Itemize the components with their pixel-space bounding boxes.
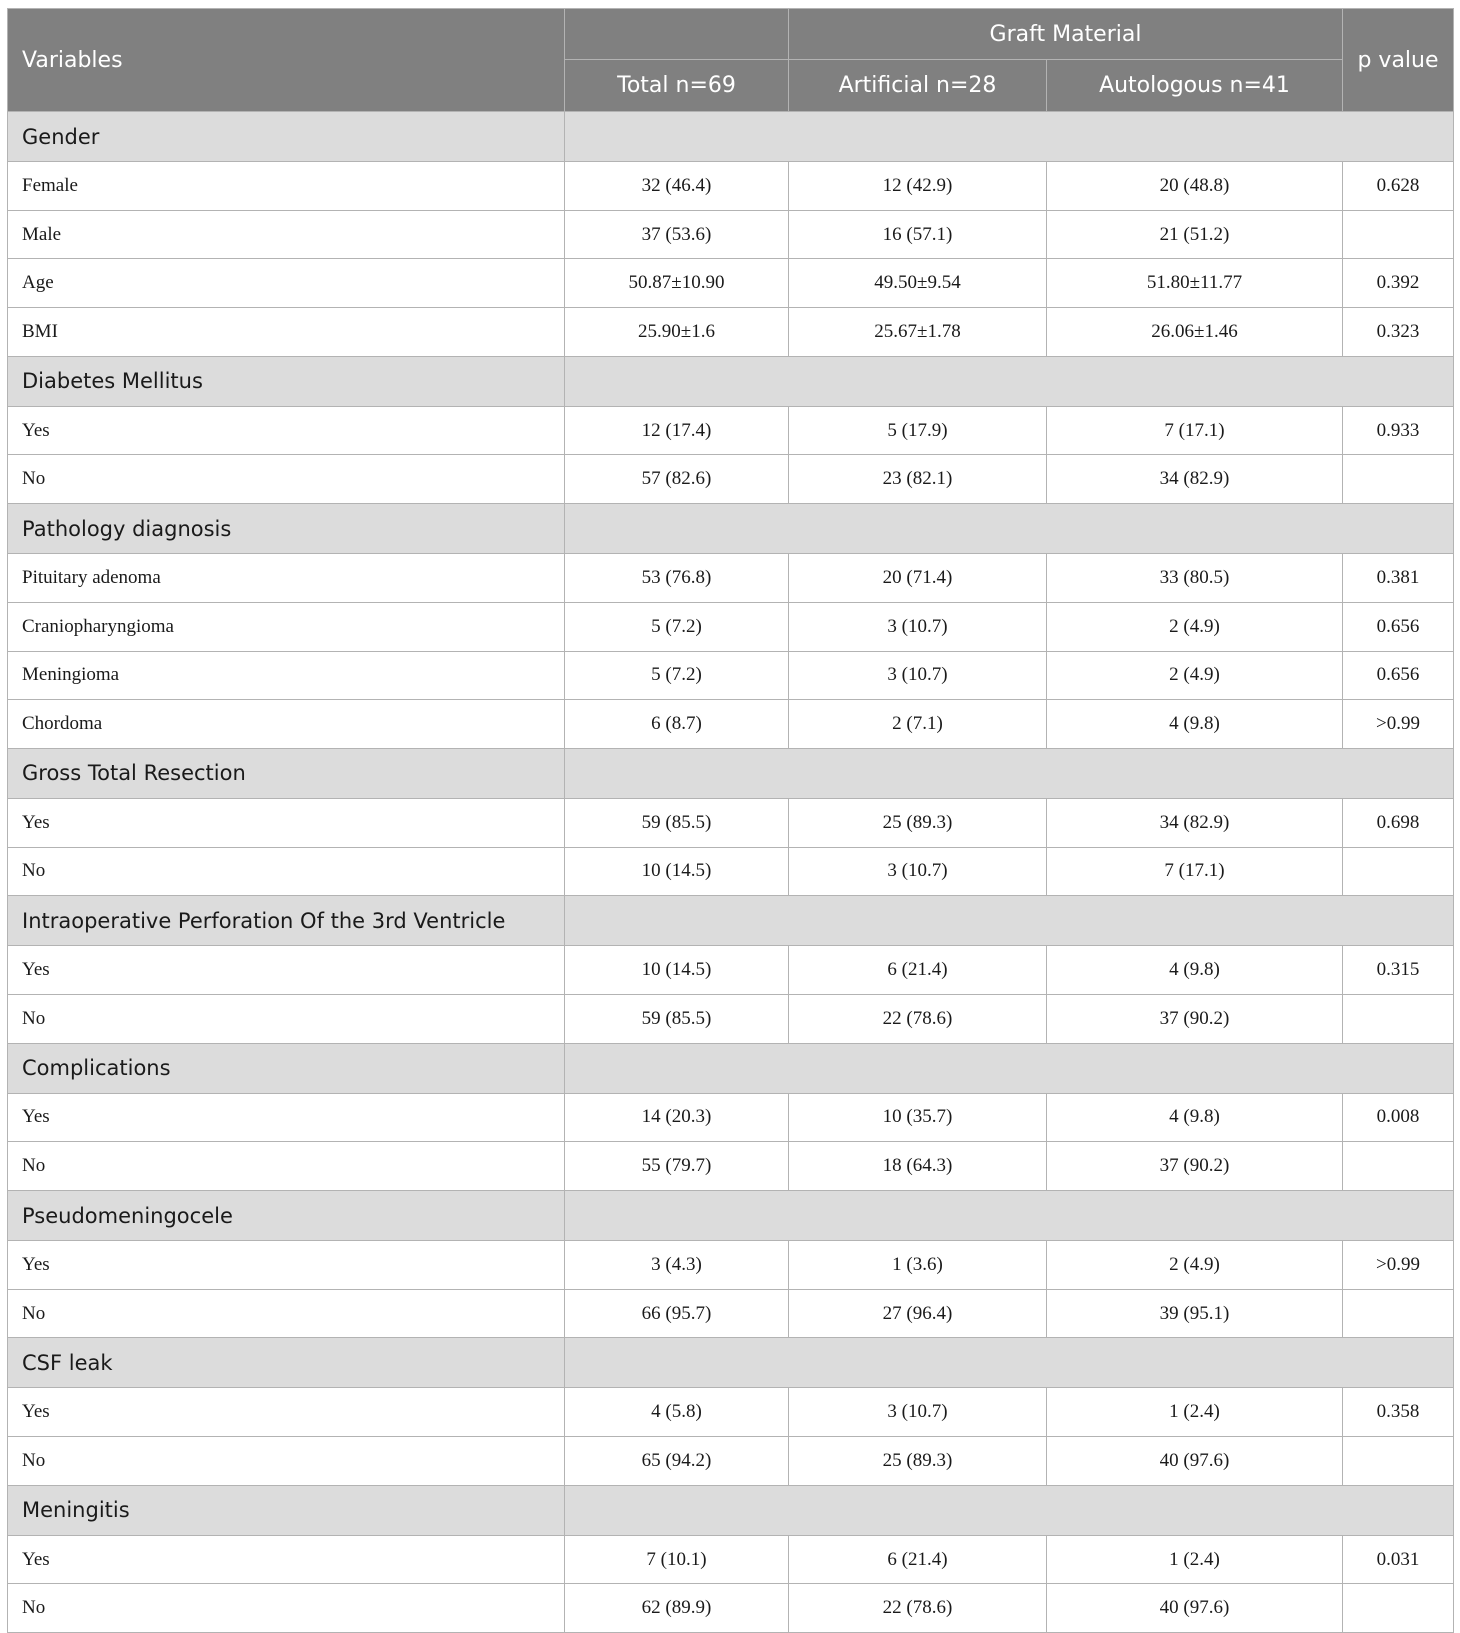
cell-autologous: 1 (2.4) [1047, 1388, 1343, 1437]
cell-artificial: 18 (64.3) [789, 1142, 1047, 1191]
cell-artificial: 25.67±1.78 [789, 308, 1047, 357]
row-label: No [8, 1289, 565, 1338]
table-header [8, 9, 1454, 112]
row-label: Female [8, 162, 565, 211]
cell-total: 4 (5.8) [565, 1388, 789, 1437]
cell-artificial: 20 (71.4) [789, 554, 1047, 603]
cell-artificial: 3 (10.7) [789, 602, 1047, 651]
row-label: No [8, 994, 565, 1043]
cell-p-value: 0.031 [1343, 1535, 1454, 1584]
cell-total: 5 (7.2) [565, 651, 789, 700]
section-label: Complications [8, 1043, 565, 1093]
cell-autologous: 37 (90.2) [1047, 1142, 1343, 1191]
cell-p-value [1343, 1437, 1454, 1486]
cell-p-value [1343, 1142, 1454, 1191]
row-label: Craniopharyngioma [8, 602, 565, 651]
table-row [8, 700, 1454, 749]
row-label: Yes [8, 1241, 565, 1290]
table-row [8, 1142, 1454, 1191]
cell-p-value: 0.323 [1343, 308, 1454, 357]
section-spacer [565, 1191, 1454, 1241]
cell-p-value: 0.698 [1343, 798, 1454, 847]
cell-artificial: 23 (82.1) [789, 455, 1047, 504]
cell-autologous: 1 (2.4) [1047, 1535, 1343, 1584]
row-label: Pituitary adenoma [8, 554, 565, 603]
header-variables: Variables [8, 9, 565, 112]
cell-artificial: 25 (89.3) [789, 1437, 1047, 1486]
section-spacer [565, 896, 1454, 946]
section-row [8, 1191, 1454, 1241]
row-label: Yes [8, 1535, 565, 1584]
row-label: Chordoma [8, 700, 565, 749]
cell-p-value: >0.99 [1343, 1241, 1454, 1290]
row-label: No [8, 1142, 565, 1191]
row-label: Yes [8, 798, 565, 847]
table-row [8, 308, 1454, 357]
cell-p-value: 0.933 [1343, 406, 1454, 455]
row-label: No [8, 1437, 565, 1486]
row-label: No [8, 455, 565, 504]
table-row [8, 259, 1454, 308]
table-row [8, 1437, 1454, 1486]
cell-total: 57 (82.6) [565, 455, 789, 504]
cell-artificial: 3 (10.7) [789, 651, 1047, 700]
section-row [8, 1485, 1454, 1535]
table-row [8, 210, 1454, 259]
cell-total: 65 (94.2) [565, 1437, 789, 1486]
cell-total: 59 (85.5) [565, 798, 789, 847]
cell-autologous: 20 (48.8) [1047, 162, 1343, 211]
cell-autologous: 33 (80.5) [1047, 554, 1343, 603]
cell-artificial: 2 (7.1) [789, 700, 1047, 749]
cell-total: 12 (17.4) [565, 406, 789, 455]
cell-p-value: 0.315 [1343, 946, 1454, 995]
section-label: Meningitis [8, 1485, 565, 1535]
cell-autologous: 7 (17.1) [1047, 406, 1343, 455]
cell-artificial: 6 (21.4) [789, 946, 1047, 995]
section-label: Pseudomeningocele [8, 1191, 565, 1241]
table-row [8, 1093, 1454, 1142]
cell-artificial: 3 (10.7) [789, 1388, 1047, 1437]
row-label: Yes [8, 1388, 565, 1437]
cell-artificial: 49.50±9.54 [789, 259, 1047, 308]
table-row [8, 162, 1454, 211]
table-row [8, 1584, 1454, 1633]
row-label: Male [8, 210, 565, 259]
cell-total: 7 (10.1) [565, 1535, 789, 1584]
table-row [8, 946, 1454, 995]
cell-p-value: 0.656 [1343, 651, 1454, 700]
cell-autologous: 4 (9.8) [1047, 1093, 1343, 1142]
cell-autologous: 34 (82.9) [1047, 798, 1343, 847]
header-total-spacer [565, 9, 789, 60]
cell-artificial: 22 (78.6) [789, 994, 1047, 1043]
row-label: Meningioma [8, 651, 565, 700]
section-spacer [565, 748, 1454, 798]
data-table [7, 8, 1454, 1633]
cell-total: 59 (85.5) [565, 994, 789, 1043]
table-row [8, 554, 1454, 603]
cell-total: 6 (8.7) [565, 700, 789, 749]
row-label: No [8, 1584, 565, 1633]
section-spacer [565, 1043, 1454, 1093]
table-row [8, 1535, 1454, 1584]
table-row [8, 1388, 1454, 1437]
table-row [8, 602, 1454, 651]
cell-autologous: 2 (4.9) [1047, 602, 1343, 651]
section-row [8, 748, 1454, 798]
section-label: Gender [8, 112, 565, 162]
row-label: Yes [8, 1093, 565, 1142]
cell-artificial: 6 (21.4) [789, 1535, 1047, 1584]
table-row [8, 798, 1454, 847]
cell-artificial: 12 (42.9) [789, 162, 1047, 211]
header-p-value: p value [1343, 9, 1454, 112]
cell-p-value [1343, 847, 1454, 896]
section-row [8, 1043, 1454, 1093]
table-row [8, 455, 1454, 504]
cell-p-value [1343, 455, 1454, 504]
cell-p-value [1343, 994, 1454, 1043]
cell-total: 3 (4.3) [565, 1241, 789, 1290]
section-row [8, 112, 1454, 162]
cell-artificial: 5 (17.9) [789, 406, 1047, 455]
cell-total: 66 (95.7) [565, 1289, 789, 1338]
row-label: BMI [8, 308, 565, 357]
cell-p-value [1343, 210, 1454, 259]
table-row [8, 406, 1454, 455]
cell-artificial: 16 (57.1) [789, 210, 1047, 259]
section-spacer [565, 112, 1454, 162]
cell-autologous: 40 (97.6) [1047, 1437, 1343, 1486]
cell-artificial: 22 (78.6) [789, 1584, 1047, 1633]
row-label: Age [8, 259, 565, 308]
section-spacer [565, 356, 1454, 406]
row-label: Yes [8, 406, 565, 455]
cell-total: 55 (79.7) [565, 1142, 789, 1191]
cell-autologous: 2 (4.9) [1047, 1241, 1343, 1290]
cell-autologous: 51.80±11.77 [1047, 259, 1343, 308]
cell-total: 5 (7.2) [565, 602, 789, 651]
cell-p-value [1343, 1584, 1454, 1633]
section-label: Pathology diagnosis [8, 504, 565, 554]
cell-total: 25.90±1.6 [565, 308, 789, 357]
cell-artificial: 3 (10.7) [789, 847, 1047, 896]
header-row-1 [8, 9, 1454, 60]
cell-p-value [1343, 1289, 1454, 1338]
section-label: Intraoperative Perforation Of the 3rd Ventricle [8, 896, 565, 946]
section-label: Diabetes Mellitus [8, 356, 565, 406]
cell-autologous: 34 (82.9) [1047, 455, 1343, 504]
table-body [8, 112, 1454, 1633]
cell-total: 37 (53.6) [565, 210, 789, 259]
cell-total: 10 (14.5) [565, 946, 789, 995]
section-row [8, 504, 1454, 554]
cell-autologous: 21 (51.2) [1047, 210, 1343, 259]
cell-total: 10 (14.5) [565, 847, 789, 896]
cell-total: 32 (46.4) [565, 162, 789, 211]
cell-autologous: 2 (4.9) [1047, 651, 1343, 700]
section-label: Gross Total Resection [8, 748, 565, 798]
section-row [8, 1338, 1454, 1388]
cell-autologous: 26.06±1.46 [1047, 308, 1343, 357]
header-graft-material: Graft Material [789, 9, 1343, 60]
section-spacer [565, 1338, 1454, 1388]
section-row [8, 896, 1454, 946]
table-row [8, 847, 1454, 896]
cell-artificial: 10 (35.7) [789, 1093, 1047, 1142]
cell-p-value: 0.381 [1343, 554, 1454, 603]
cell-p-value: >0.99 [1343, 700, 1454, 749]
cell-total: 62 (89.9) [565, 1584, 789, 1633]
cell-p-value: 0.392 [1343, 259, 1454, 308]
cell-autologous: 4 (9.8) [1047, 946, 1343, 995]
cell-autologous: 4 (9.8) [1047, 700, 1343, 749]
cell-total: 53 (76.8) [565, 554, 789, 603]
cell-autologous: 7 (17.1) [1047, 847, 1343, 896]
cell-p-value: 0.656 [1343, 602, 1454, 651]
row-label: No [8, 847, 565, 896]
cell-artificial: 25 (89.3) [789, 798, 1047, 847]
cell-total: 50.87±10.90 [565, 259, 789, 308]
header-artificial: Artificial n=28 [789, 60, 1047, 112]
table-row [8, 1289, 1454, 1338]
cell-total: 14 (20.3) [565, 1093, 789, 1142]
table-row [8, 1241, 1454, 1290]
table-row [8, 994, 1454, 1043]
section-label: CSF leak [8, 1338, 565, 1388]
table-row [8, 651, 1454, 700]
cell-autologous: 37 (90.2) [1047, 994, 1343, 1043]
section-row [8, 356, 1454, 406]
cell-autologous: 39 (95.1) [1047, 1289, 1343, 1338]
header-total: Total n=69 [565, 60, 789, 112]
cell-p-value: 0.008 [1343, 1093, 1454, 1142]
section-spacer [565, 1485, 1454, 1535]
cell-autologous: 40 (97.6) [1047, 1584, 1343, 1633]
section-spacer [565, 504, 1454, 554]
row-label: Yes [8, 946, 565, 995]
cell-p-value: 0.628 [1343, 162, 1454, 211]
cell-artificial: 27 (96.4) [789, 1289, 1047, 1338]
header-autologous: Autologous n=41 [1047, 60, 1343, 112]
cell-artificial: 1 (3.6) [789, 1241, 1047, 1290]
cell-p-value: 0.358 [1343, 1388, 1454, 1437]
